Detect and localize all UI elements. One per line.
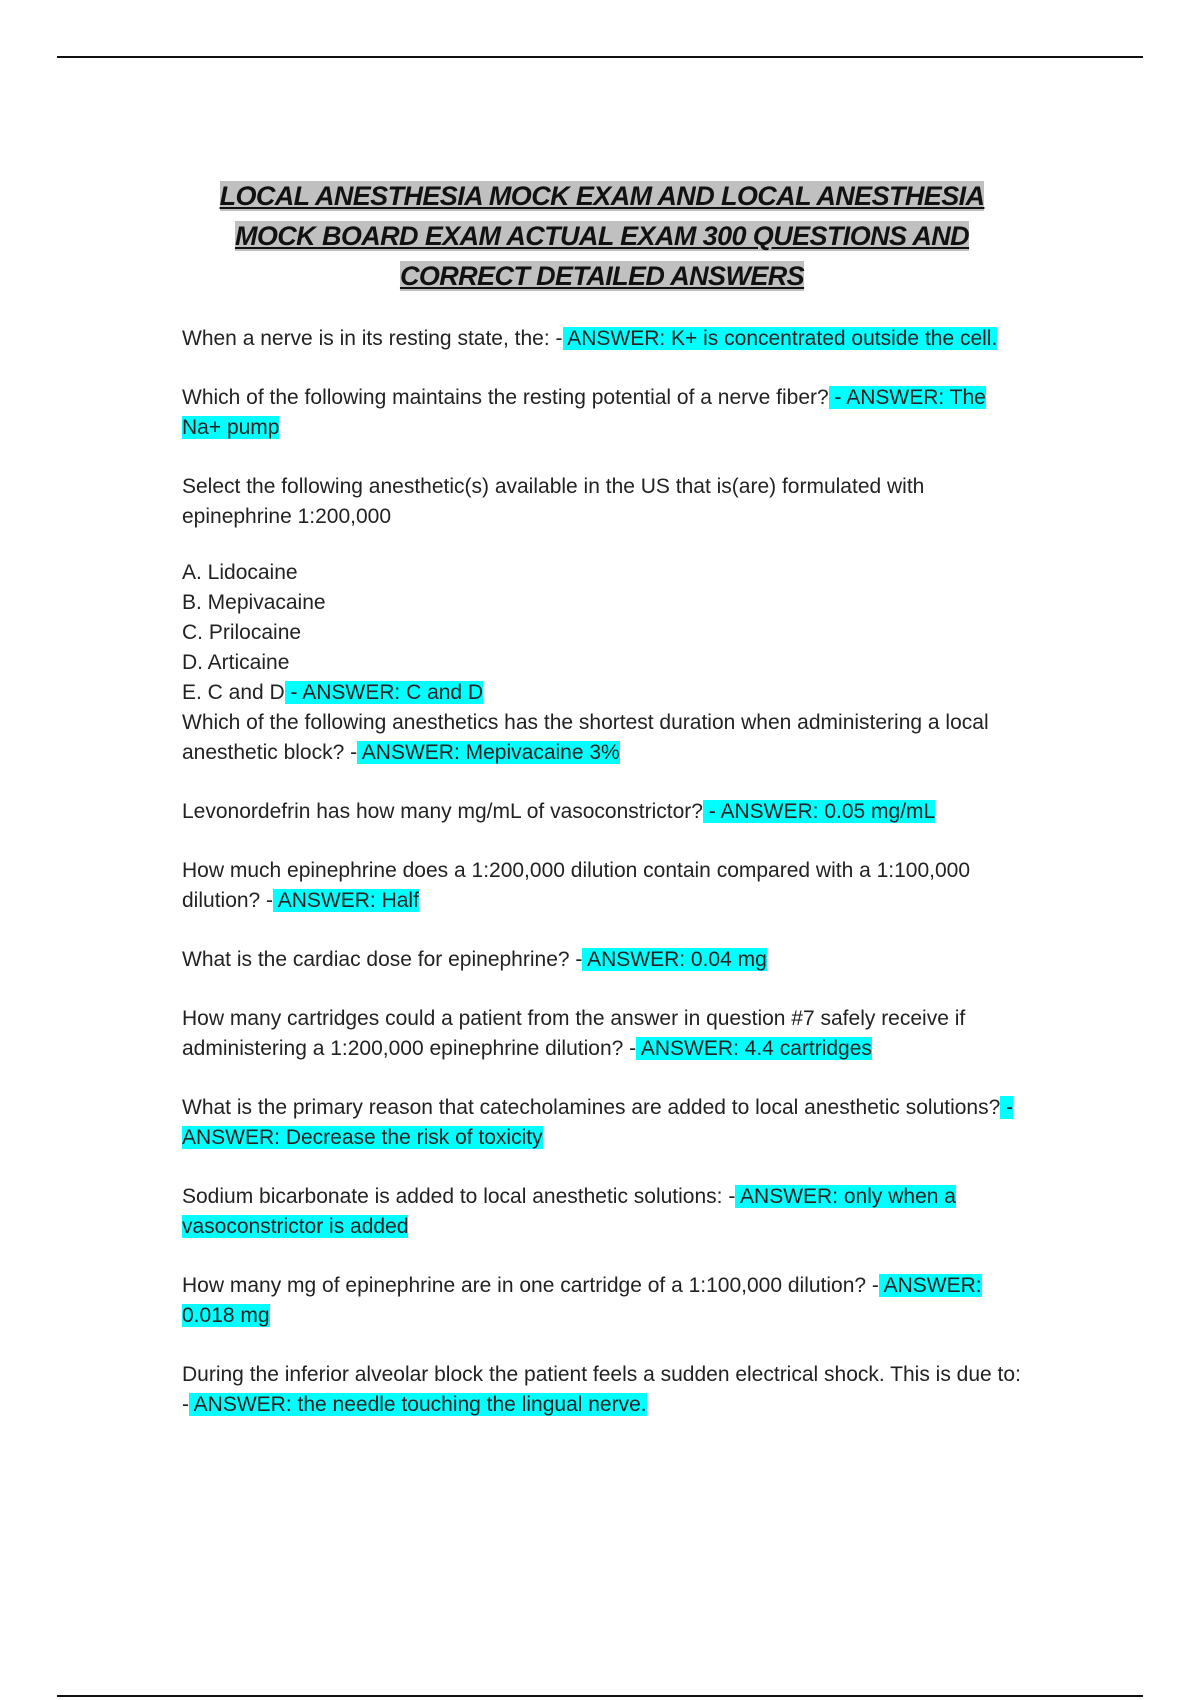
option-a: A. Lidocaine bbox=[182, 561, 298, 584]
document-title-text: LOCAL ANESTHESIA MOCK EXAM AND LOCAL ANESTHESIA MOCK BOARD EXAM ACTUAL EXAM 300 QUESTIONS AND CORRECT DETAILED ANSWERS bbox=[219, 181, 985, 291]
question-text: Which of the following maintains the resting potential of a nerve fiber? bbox=[182, 386, 829, 409]
qa-item-3-options bbox=[182, 558, 1022, 708]
qa-item-2 bbox=[182, 383, 1022, 443]
qa-item-1 bbox=[182, 324, 1022, 354]
answer-text: - ANSWER: C and D bbox=[284, 681, 484, 704]
answer-text: ANSWER: K+ is concentrated outside the cell. bbox=[562, 327, 998, 350]
option-e bbox=[182, 678, 1022, 708]
qa-item-5 bbox=[182, 797, 1022, 827]
answer-text: ANSWER: Half bbox=[273, 889, 419, 912]
question-text: How many mg of epinephrine are in one cartridge of a 1:100,000 dilution? - bbox=[182, 1274, 879, 1297]
question-text: What is the cardiac dose for epinephrine? - bbox=[182, 948, 583, 971]
qa-item-7 bbox=[182, 945, 1022, 975]
answer-text: ANSWER: only when a vasoconstrictor is added bbox=[182, 1185, 956, 1238]
answer-text: - ANSWER: 0.05 mg/mL bbox=[702, 800, 936, 823]
answer-text: ANSWER: the needle touching the lingual nerve. bbox=[189, 1393, 647, 1416]
document-body bbox=[182, 176, 1022, 1449]
option-c: C. Prilocaine bbox=[182, 621, 302, 644]
option-d: D. Articaine bbox=[182, 651, 290, 674]
header-rule bbox=[57, 56, 1143, 58]
question-text: During the inferior alveolar block the patient feels a sudden electrical shock. This is due to: - bbox=[182, 1363, 1021, 1416]
question-text: How much epinephrine does a 1:200,000 dilution contain compared with a 1:100,000 dilution? - bbox=[182, 859, 971, 912]
document-title bbox=[182, 176, 1022, 296]
qa-item-4 bbox=[182, 708, 1022, 768]
question-text: Select the following anesthetic(s) available in the US that is(are) formulated with epinephrine 1:200,000 bbox=[182, 475, 925, 528]
question-text: Which of the following anesthetics has the shortest duration when administering a local anesthetic block? - bbox=[182, 711, 989, 764]
answer-text: - ANSWER: The Na+ pump bbox=[182, 386, 986, 439]
qa-item-8 bbox=[182, 1004, 1022, 1064]
question-text: Levonordefrin has how many mg/mL of vasoconstrictor? bbox=[182, 800, 703, 823]
question-text: Sodium bicarbonate is added to local anesthetic solutions: - bbox=[182, 1185, 736, 1208]
question-text: What is the primary reason that catecholamines are added to local anesthetic solutions? bbox=[182, 1096, 1001, 1119]
option-e-text: E. C and D bbox=[182, 681, 285, 704]
answer-text: ANSWER: Mepivacaine 3% bbox=[357, 741, 620, 764]
answer-text: ANSWER: 0.04 mg bbox=[582, 948, 767, 971]
question-text: How many cartridges could a patient from the answer in question #7 safely receive if administering a 1:200,000 epinephrine dilution? - bbox=[182, 1007, 966, 1060]
qa-item-3-question bbox=[182, 472, 1022, 532]
answer-text: ANSWER: 4.4 cartridges bbox=[636, 1037, 872, 1060]
answer-text: - ANSWER: Decrease the risk of toxicity bbox=[182, 1096, 1014, 1149]
qa-item-10 bbox=[182, 1182, 1022, 1242]
option-b: B. Mepivacaine bbox=[182, 591, 326, 614]
qa-item-9 bbox=[182, 1093, 1022, 1153]
question-text: When a nerve is in its resting state, the: - bbox=[182, 327, 563, 350]
qa-item-11 bbox=[182, 1271, 1022, 1331]
qa-item-6 bbox=[182, 856, 1022, 916]
qa-item-12 bbox=[182, 1360, 1022, 1420]
footer-rule bbox=[57, 1695, 1143, 1697]
answer-text: ANSWER: 0.018 mg bbox=[182, 1274, 982, 1327]
